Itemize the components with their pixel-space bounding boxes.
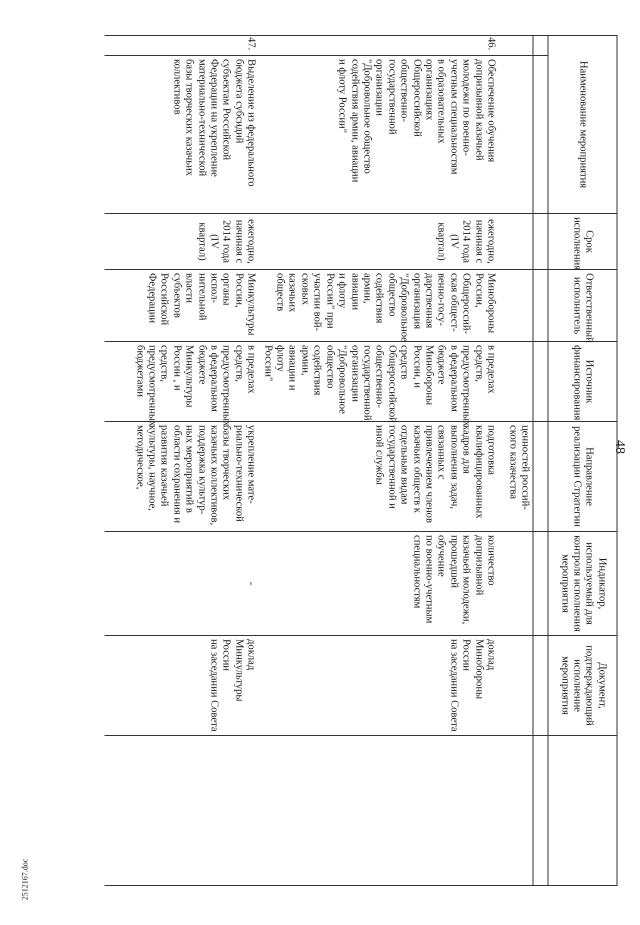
- row-number: 46.: [259, 36, 499, 56]
- row-direction: подготовка квалифицированных кадров для выполнения задач, связанных с привлечением членов казачьих обществ к отдельным видам государственной и иной службы: [259, 422, 499, 532]
- row-name: Выделение из федерального бюджета субсидий субъектам Российской Федерации на укрепление материально-технической базы творческих казачьих коллективов: [105, 56, 259, 214]
- row-responsible: Минобороны России, Общероссий- ская общест- венно-госу- дарственная организация "Добровольное общество содействия армии, авиации и флоту России" при участии вой- сковых казачьих обществ: [259, 270, 499, 342]
- continuation-direction: ценностей россий- ского казачества: [499, 422, 534, 532]
- header-indicator: Индикатор, используемый для контроля исполнения мероприятия: [548, 532, 617, 636]
- header-spacer-row: [533, 36, 548, 886]
- header-name: Наименование мероприятия: [548, 36, 617, 214]
- header-term: Срок исполнения: [548, 214, 617, 270]
- header-blank: [548, 736, 617, 886]
- row-document: доклад Минобороны России на заседании Совета: [259, 636, 499, 736]
- measures-table: [105, 35, 618, 886]
- row-document: доклад Минкультуры России на заседании Совета: [105, 636, 259, 736]
- row-source: в пределах средств, предусмотренных в федеральном бюджете Минкультуры России , и средств, предусмотренных бюджетами: [105, 342, 259, 422]
- row-name: Обеспечение обучения допризывной казачьей молодежи по военно- учетным специальностям в образовательных организациях Общероссийской общественно- государственной организации "Добровольное общество содействия армии, авиации и флоту России": [259, 56, 499, 214]
- document-id-footer: 2512167.doc: [20, 858, 30, 901]
- table-row: [105, 36, 259, 886]
- row-indicator: -: [105, 532, 259, 636]
- row-term: ежегодно, начиная с 2014 года (IV квартал): [105, 214, 259, 270]
- header-direction: Направление реализации Стратегии: [548, 422, 617, 532]
- row-term: ежегодно, начиная с 2014 года (IV квартал): [259, 214, 499, 270]
- row-source: в пределах средств, предусмотренных в федеральном бюджете Минобороны России, и средств Общероссийской общественно- государственной организации "Добровольное общество содействия армии, авиации и флоту России": [259, 342, 499, 422]
- row-number: 47.: [105, 36, 259, 56]
- header-responsible: Ответственный исполнитель: [548, 270, 617, 342]
- table-row: [259, 36, 499, 886]
- row-indicator: количество допризывной казачьей молодежи, прошедшей обучение по военно-учетным специальностям: [259, 532, 499, 636]
- header-document: Документ, подтверждающий исполнение мероприятия: [548, 636, 617, 736]
- page-number: 48: [612, 440, 627, 454]
- row-responsible: Минкультуры России, органы испол- нительной власти субъектов Российской Федерации: [105, 270, 259, 342]
- header-source: Источник финансирования: [548, 342, 617, 422]
- table-header-row: [548, 36, 617, 886]
- row-direction: укрепление мате- риально-технической базы творческих казачьих коллективов, поддержка культур- ных мероприятий в области сохранения и развития казачьей культуры, научное, методическое,: [105, 422, 259, 532]
- rotated-landscape-page: [93, 35, 618, 885]
- continuation-row: [499, 36, 534, 886]
